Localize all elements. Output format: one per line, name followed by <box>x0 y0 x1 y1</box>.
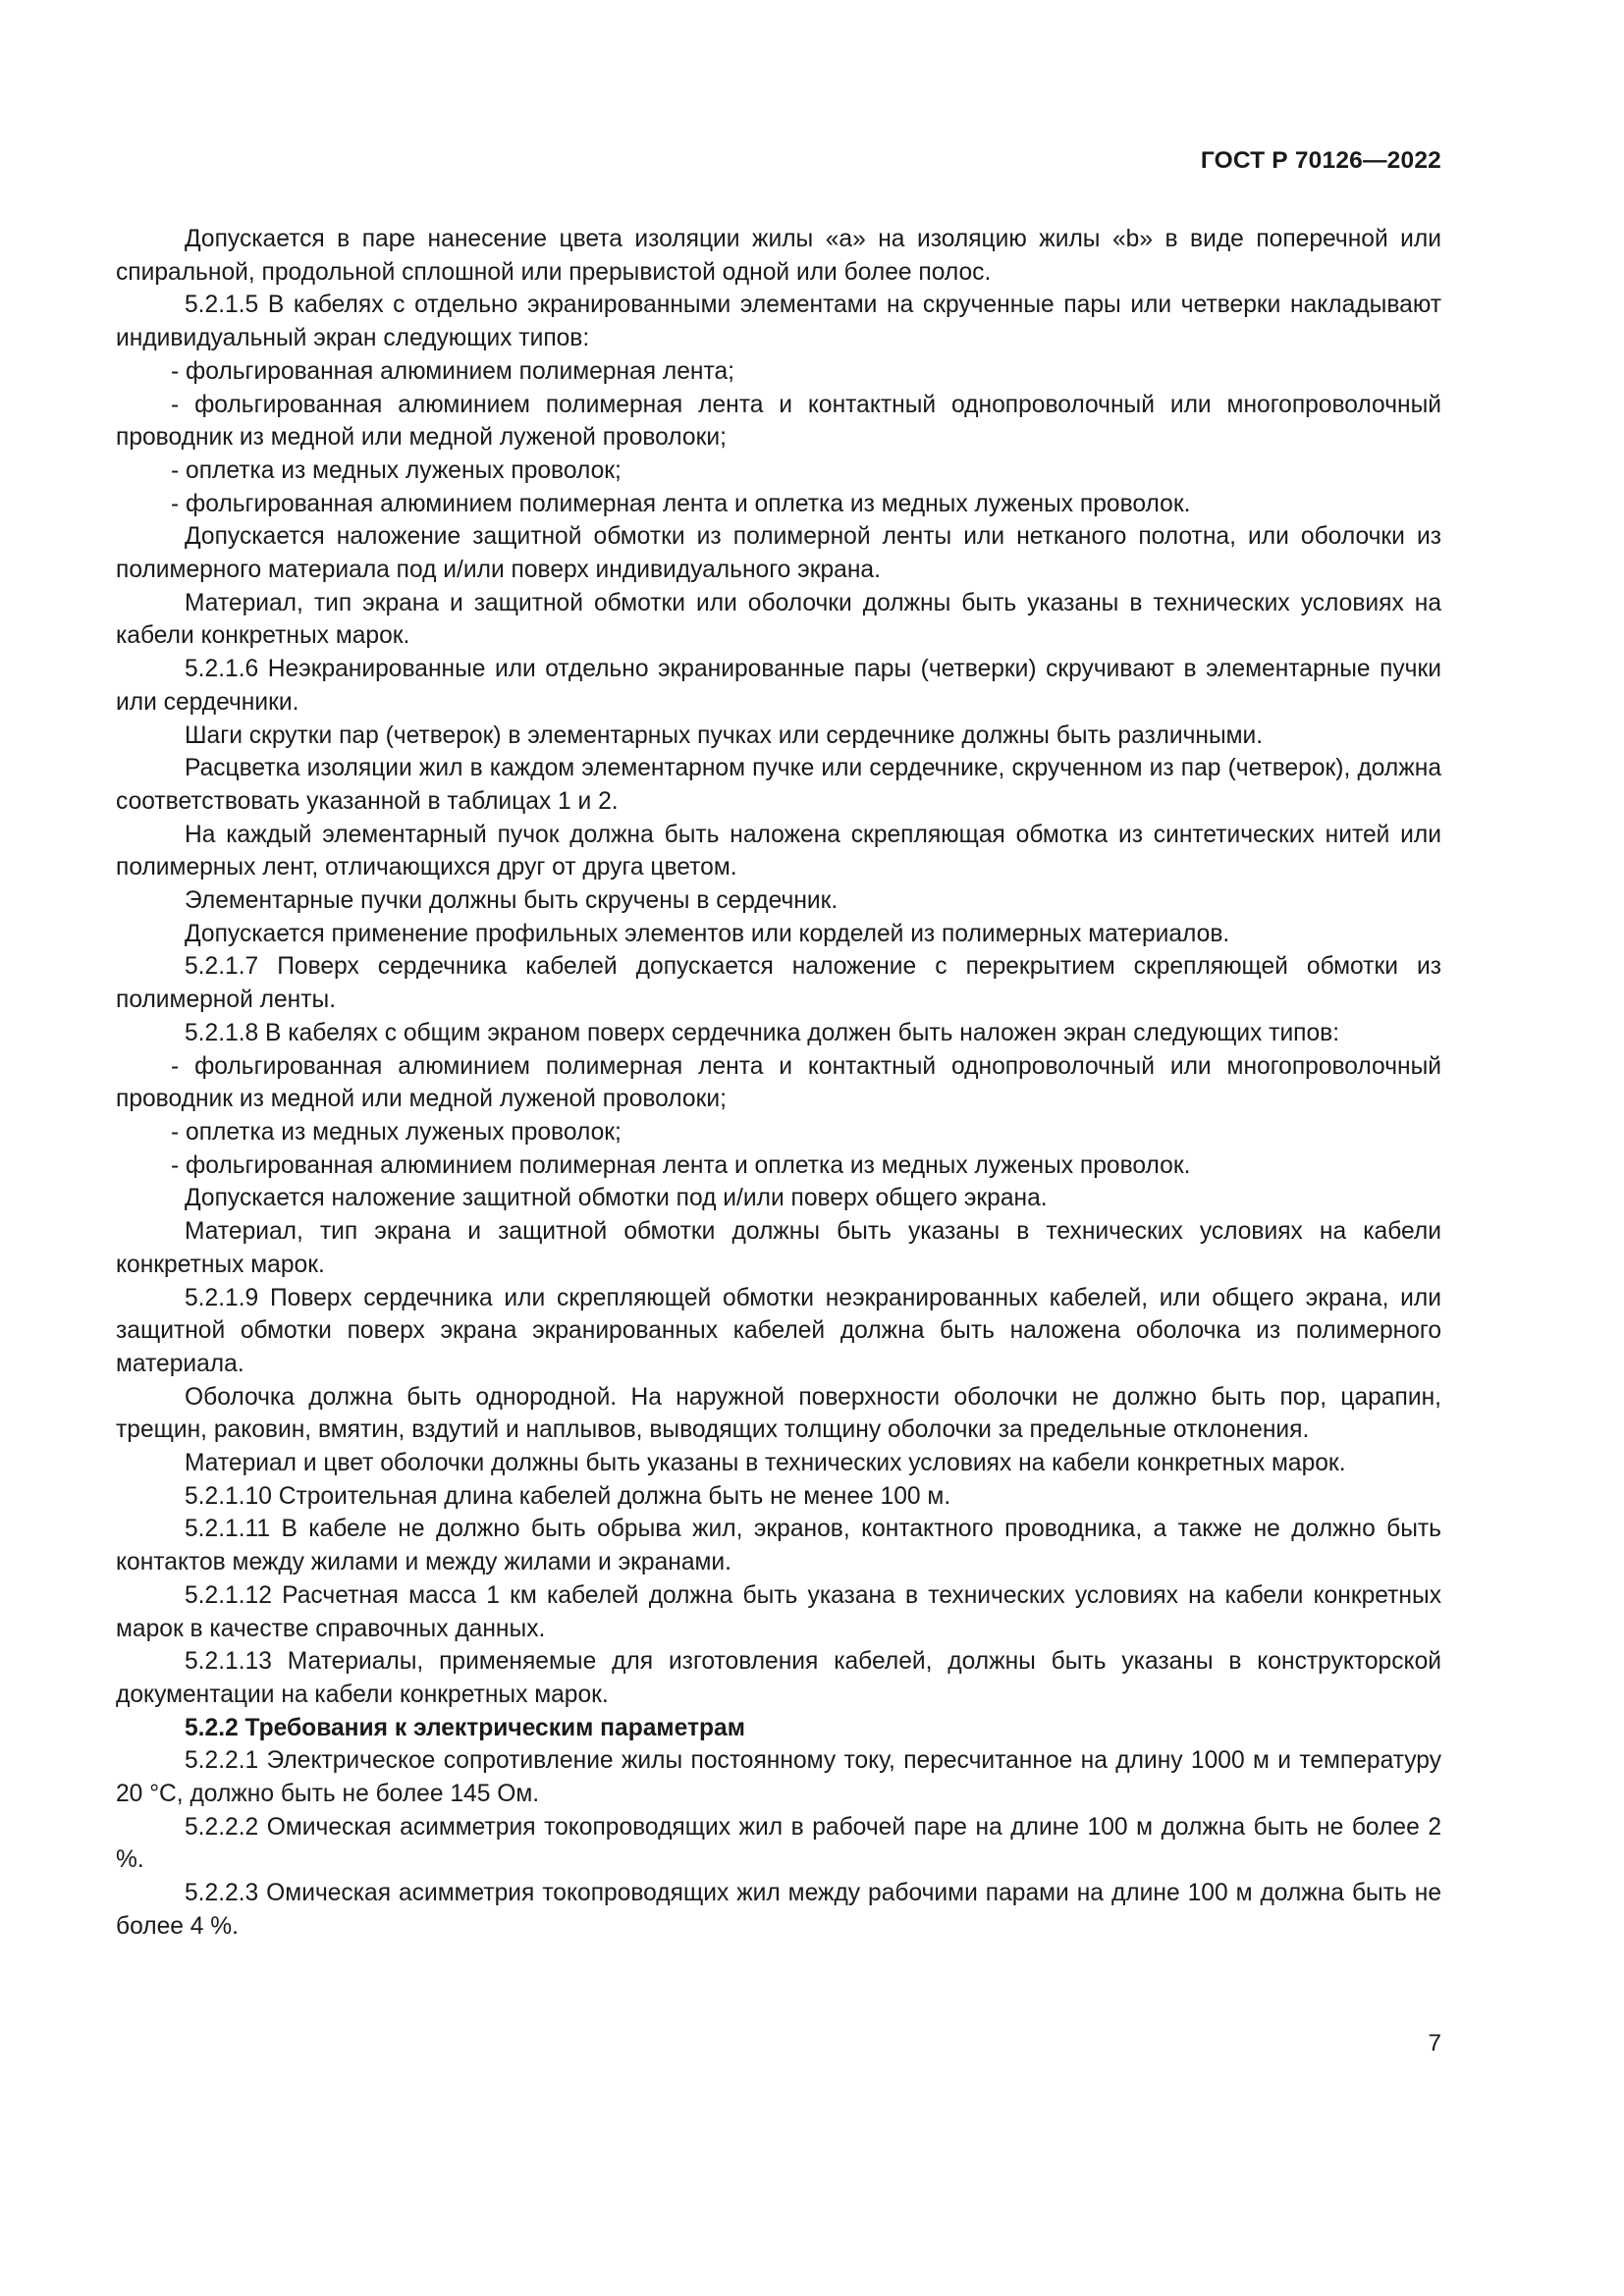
paragraph: 5.2.1.7 Поверх сердечника кабелей допускается наложение с перекрытием скрепляющей обмотки из полимерной ленты. <box>116 953 1441 1014</box>
section-heading: 5.2.2 Требования к электрическим параметрам <box>185 1714 745 1741</box>
paragraph: 5.2.2.1 Электрическое сопротивление жилы постоянному току, пересчитанное на длину 1000 м и температуру 20 °С, должно быть не более 145 Ом. <box>116 1747 1441 1808</box>
paragraph: 5.2.1.9 Поверх сердечника или скрепляющей обмотки неэкранированных кабелей, или общего экрана, или защитной обмотки поверх экрана экранированных кабелей должна быть наложена оболочка из полимерного материала. <box>116 1284 1441 1377</box>
paragraph: Материал и цвет оболочки должны быть указаны в технических условиях на кабели конкретных марок. <box>185 1450 1346 1477</box>
paragraph: 5.2.1.11 В кабеле не должно быть обрыва жил, экранов, контактного проводника, а также не должно быть контактов между жилами и между жилами и экранами. <box>116 1516 1441 1576</box>
paragraph: Материал, тип экрана и защитной обмотки или оболочки должны быть указаны в технических условиях на кабели конкретных марок. <box>116 589 1441 650</box>
list-item: - фольгированная алюминием полимерная лента; <box>171 357 734 385</box>
paragraph: 5.2.1.5 В кабелях с отдельно экранированными элементами на скрученные пары или четверки накладывают индивидуальный экран следующих типов: <box>116 292 1441 352</box>
paragraph: Материал, тип экрана и защитной обмотки должны быть указаны в технических условиях на кабели конкретных марок. <box>116 1218 1441 1278</box>
list-item: - фольгированная алюминием полимерная лента и оплетка из медных луженых проволок. <box>171 1151 1191 1179</box>
paragraph: 5.2.2.2 Омическая асимметрия токопроводящих жил в рабочей паре на длине 100 м должна быть не более 2 %. <box>116 1813 1441 1874</box>
paragraph: Допускается наложение защитной обмотки из полимерной ленты или нетканого полотна, или оболочки из полимерного материала под и/или поверх индивидуального экрана. <box>116 523 1441 584</box>
paragraph: 5.2.2.3 Омическая асимметрия токопроводящих жил между рабочими парами на длине 100 м должна быть не более 4 %. <box>116 1880 1441 1940</box>
paragraph: 5.2.1.13 Материалы, применяемые для изготовления кабелей, должны быть указаны в конструкторской документации на кабели конкретных марок. <box>116 1648 1441 1708</box>
document-body <box>116 223 1441 1944</box>
paragraph: 5.2.1.10 Строительная длина кабелей должна быть не менее 100 м. <box>185 1482 951 1510</box>
paragraph: Расцветка изоляции жил в каждом элементарном пучке или сердечнике, скрученном из пар (четверок), должна соответствовать указанной в таблицах 1 и 2. <box>116 755 1441 815</box>
list-item: - фольгированная алюминием полимерная лента и контактный однопроволочный или многопроволочный проводник из медной или медной луженой проволоки; <box>116 391 1441 452</box>
paragraph: Элементарные пучки должны быть скручены в сердечник. <box>185 887 839 915</box>
paragraph: Шаги скрутки пар (четверок) в элементарных пучках или сердечнике должны быть различными. <box>185 721 1264 749</box>
list-item: - оплетка из медных луженых проволок; <box>171 456 622 484</box>
paragraph: 5.2.1.8 В кабелях с общим экраном поверх сердечника должен быть наложен экран следующих типов: <box>185 1019 1340 1046</box>
paragraph: 5.2.1.6 Неэкранированные или отдельно экранированные пары (четверки) скручивают в элементарные пучки или сердечники. <box>116 656 1441 716</box>
paragraph: Допускается применение профильных элементов или корделей из полимерных материалов. <box>185 920 1230 947</box>
paragraph: Допускается наложение защитной обмотки под и/или поверх общего экрана. <box>185 1185 1048 1212</box>
page-number: 7 <box>1428 2030 1441 2056</box>
paragraph: 5.2.1.12 Расчетная масса 1 км кабелей должна быть указана в технических условиях на кабели конкретных марок в качестве справочных данных. <box>116 1581 1441 1642</box>
list-item: - фольгированная алюминием полимерная лента и контактный однопроволочный или многопроволочный проводник из медной или медной луженой проволоки; <box>116 1052 1441 1113</box>
document-header: ГОСТ Р 70126—2022 <box>1200 147 1441 174</box>
paragraph: Оболочка должна быть однородной. На наружной поверхности оболочки не должно быть пор, царапин, трещин, раковин, вмятин, вздутий и наплывов, выводящих толщину оболочки за предельные отклонения. <box>116 1383 1441 1444</box>
paragraph: На каждый элементарный пучок должна быть наложена скрепляющая обмотка из синтетических нитей или полимерных лент, отличающихся друг от друга цветом. <box>116 821 1441 881</box>
list-item: - фольгированная алюминием полимерная лента и оплетка из медных луженых проволок. <box>171 490 1191 517</box>
paragraph: Допускается в паре нанесение цвета изоляции жилы «а» на изоляцию жилы «b» в виде поперечной или спиральной, продольной сплошной или прерывистой одной или более полос. <box>116 226 1441 286</box>
list-item: - оплетка из медных луженых проволок; <box>171 1118 622 1146</box>
